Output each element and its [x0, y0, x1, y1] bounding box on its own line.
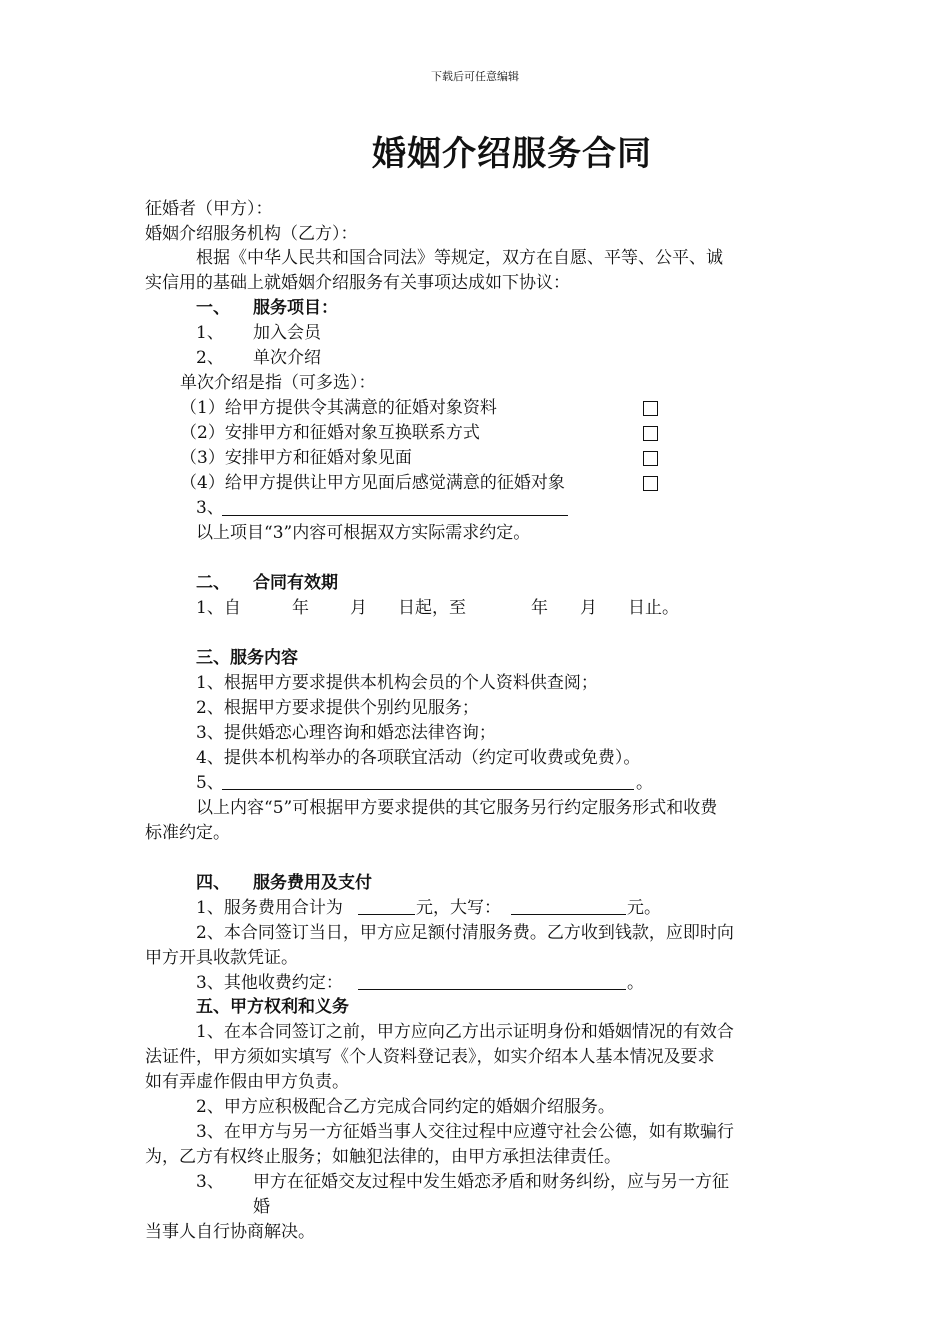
service-content-1: 1、根据甲方要求提供本机构会员的个人资料供查阅；	[196, 673, 598, 693]
fee-total-label: 1、服务费用合计为	[196, 898, 343, 918]
service-item-2-number: 2、	[196, 348, 224, 368]
section-4-title: 服务费用及支付	[253, 873, 372, 893]
section-1-note: 以上项目“3”内容可根据双方实际需求约定。	[196, 523, 531, 543]
rights-1-line-2: 法证件，甲方须如实填写《个人资料登记表》，如实介绍本人基本情况及要求	[145, 1047, 715, 1067]
section-1-title: 服务项目：	[253, 298, 338, 318]
rights-1-line-3: 如有弄虚作假由甲方负责。	[145, 1072, 349, 1092]
service-item-3-number: 3、	[196, 498, 224, 518]
validity-end-day: 日止。	[628, 598, 679, 618]
service-item-1-number: 1、	[196, 323, 224, 343]
option-1-label: （1）给甲方提供令其满意的征婚对象资料	[180, 398, 497, 418]
service-content-5-number: 5、	[196, 773, 224, 793]
payment-line-2: 甲方开具收款凭证。	[145, 948, 298, 968]
rights-4-line-3: 当事人自行协商解决。	[145, 1222, 315, 1242]
rights-4-number: 3、	[196, 1172, 224, 1192]
validity-start-month: 月	[350, 598, 367, 618]
fee-amount-blank[interactable]	[358, 914, 415, 915]
service-content-3: 3、提供婚恋心理咨询和婚恋法律咨询；	[196, 723, 496, 743]
party-a-label: 征婚者（甲方）：	[145, 199, 273, 219]
option-2-checkbox[interactable]	[643, 426, 658, 441]
service-content-4: 4、提供本机构举办的各项联宜活动（约定可收费或免费）。	[196, 748, 641, 768]
other-fees-end: 。	[627, 973, 644, 993]
service-content-2: 2、根据甲方要求提供个别约见服务；	[196, 698, 479, 718]
section-5-title: 五、甲方权利和义务	[196, 997, 349, 1017]
service-item-2-label: 单次介绍	[253, 348, 321, 368]
section-1-number: 一、	[196, 298, 230, 318]
rights-2: 2、甲方应积极配合乙方完成合同约定的婚姻介绍服务。	[196, 1097, 615, 1117]
payment-line-1: 2、本合同签订当日，甲方应足额付清服务费。乙方收到钱款，应即时向	[196, 923, 734, 943]
service-content-5-blank[interactable]	[222, 789, 634, 790]
option-4-checkbox[interactable]	[643, 476, 658, 491]
party-b-label: 婚姻介绍服务机构（乙方）：	[145, 224, 358, 244]
validity-start-year: 年	[292, 598, 309, 618]
service-item-1-label: 加入会员	[253, 323, 321, 343]
validity-end-year: 年	[531, 598, 548, 618]
validity-start-day: 日起，至	[398, 598, 466, 618]
intro-line-2: 实信用的基础上就婚姻介绍服务有关事项达成如下协议：	[145, 273, 570, 293]
fee-unit-end: 元。	[627, 898, 661, 918]
header-note: 下载后可任意编辑	[431, 70, 519, 83]
rights-3-line-1: 3、在甲方与另一方征婚当事人交往过程中应遵守社会公德，如有欺骗行	[196, 1122, 734, 1142]
validity-start-label: 1、自	[196, 598, 241, 618]
option-2-label: （2）安排甲方和征婚对象互换联系方式	[180, 423, 480, 443]
option-4-label: （4）给甲方提供让甲方见面后感觉满意的征婚对象	[180, 473, 565, 493]
option-3-checkbox[interactable]	[643, 451, 658, 466]
section-3-note-line-2: 标准约定。	[145, 823, 230, 843]
option-3-label: （3）安排甲方和征婚对象见面	[180, 448, 412, 468]
document-title: 婚姻介绍服务合同	[372, 134, 652, 174]
section-2-title: 合同有效期	[253, 573, 338, 593]
service-item-3-blank[interactable]	[222, 515, 568, 516]
rights-1-line-1: 1、在本合同签订之前，甲方应向乙方出示证明身份和婚姻情况的有效合	[196, 1022, 734, 1042]
other-fees-blank[interactable]	[358, 989, 626, 990]
single-intro-description: 单次介绍是指（可多选）：	[180, 373, 376, 393]
fee-capital-blank[interactable]	[511, 914, 626, 915]
section-2-number: 二、	[196, 573, 230, 593]
rights-3-line-2: 为，乙方有权终止服务；如触犯法律的，由甲方承担法律责任。	[145, 1147, 621, 1167]
validity-end-month: 月	[580, 598, 597, 618]
service-content-5-end: 。	[636, 773, 653, 793]
fee-capital-label: 元，大写：	[416, 898, 501, 918]
intro-line-1: 根据《中华人民共和国合同法》等规定，双方在自愿、平等、公平、诚	[196, 248, 723, 268]
section-3-title: 三、服务内容	[196, 648, 298, 668]
section-4-number: 四、	[196, 873, 230, 893]
section-3-note-line-1: 以上内容“5”可根据甲方要求提供的其它服务另行约定服务形式和收费	[196, 798, 718, 818]
rights-4-line-1: 甲方在征婚交友过程中发生婚恋矛盾和财务纠纷，应与另一方征	[253, 1172, 729, 1192]
rights-4-line-2: 婚	[253, 1197, 270, 1217]
option-1-checkbox[interactable]	[643, 401, 658, 416]
other-fees-label: 3、其他收费约定：	[196, 973, 343, 993]
